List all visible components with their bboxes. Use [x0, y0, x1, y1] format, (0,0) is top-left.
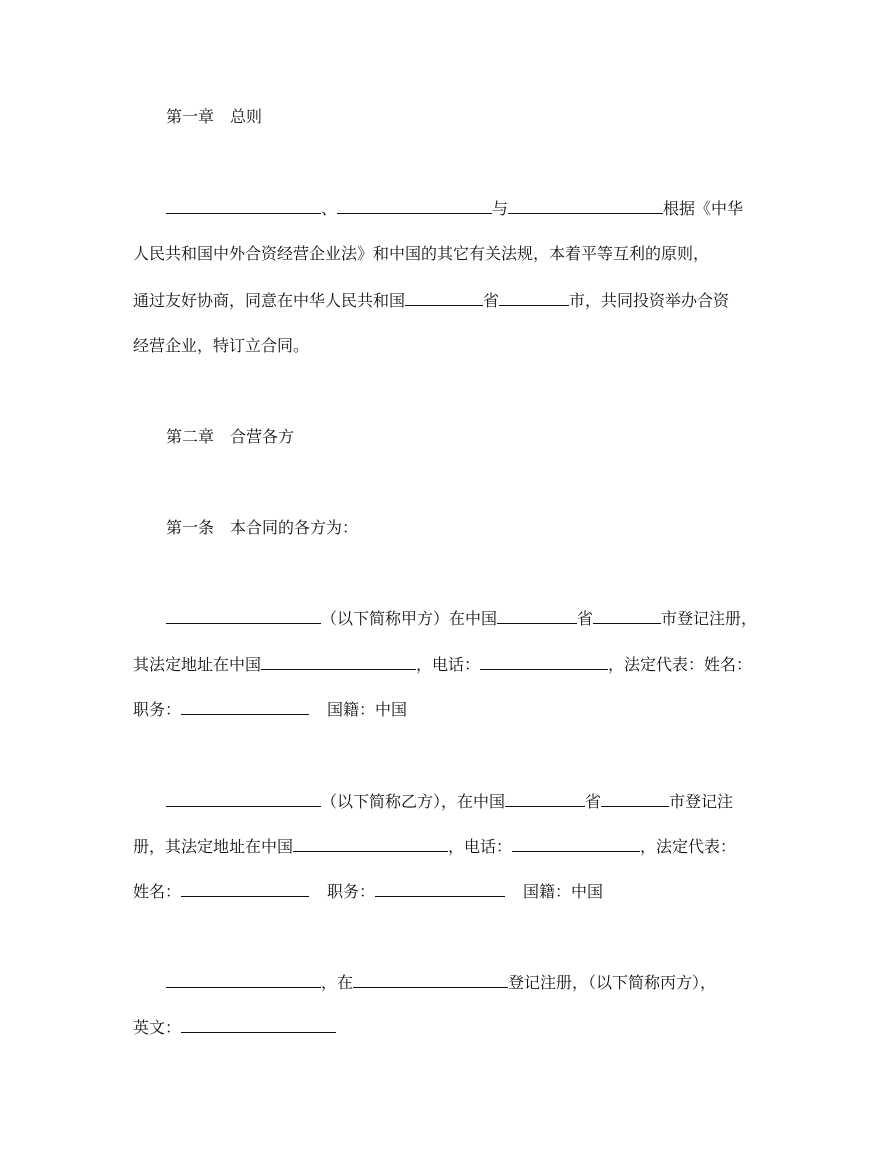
blank-field[interactable] — [166, 198, 321, 214]
party-b-line-2 — [133, 836, 736, 856]
preamble-text: 经营企业，特订立合同。 — [133, 336, 310, 355]
title-label: 职务： — [327, 882, 376, 901]
preamble-conjunction: 与 — [492, 199, 509, 218]
party-a-line-1 — [166, 608, 757, 628]
phone-label: ，电话： — [416, 655, 481, 674]
party-a-text: （以下简称甲方）在中国 — [321, 609, 498, 628]
chapter-2-title: 第二章 合营各方 — [166, 427, 295, 446]
title-blank[interactable] — [375, 881, 505, 897]
party-c-name-blank[interactable] — [166, 972, 321, 988]
phone-label: ，电话： — [448, 837, 513, 856]
province-blank[interactable] — [497, 608, 577, 624]
party-b-text: 册，其法定地址在中国 — [133, 837, 294, 856]
party-b-text: ，法定代表： — [640, 837, 737, 856]
party-c-line-1 — [166, 972, 716, 992]
party-c-text: ，在 — [321, 973, 354, 992]
english-name-blank[interactable] — [181, 1017, 336, 1033]
chapter-1-heading — [166, 107, 262, 127]
english-label: 英文： — [133, 1018, 182, 1037]
chapter-2-heading — [166, 427, 294, 447]
address-blank[interactable] — [293, 836, 448, 852]
party-a-text: 市登记注册， — [661, 609, 758, 628]
province-label: 省 — [585, 792, 602, 811]
party-a-line-3 — [133, 699, 407, 719]
party-a-line-2 — [133, 654, 752, 674]
preamble-line-4 — [133, 336, 309, 356]
province-blank[interactable] — [405, 290, 483, 306]
party-b-name-blank[interactable] — [166, 791, 321, 807]
address-blank[interactable] — [261, 654, 416, 670]
preamble-line-2 — [133, 244, 709, 264]
registration-place-blank[interactable] — [353, 972, 508, 988]
party-c-line-2 — [133, 1017, 336, 1037]
province-blank[interactable] — [505, 791, 585, 807]
party-a-name-blank[interactable] — [166, 608, 321, 624]
blank-field[interactable] — [508, 198, 663, 214]
party-b-text: （以下简称乙方），在中国 — [321, 792, 506, 811]
phone-blank[interactable] — [480, 654, 608, 670]
party-b-line-3 — [133, 881, 603, 901]
party-a-text: 其法定地址在中国 — [133, 655, 262, 674]
province-label: 省 — [483, 291, 500, 310]
province-label: 省 — [577, 609, 594, 628]
preamble-text: 人民共和国中外合资经营企业法》和中国的其它有关法规，本着平等互利的原则， — [133, 244, 710, 263]
title-blank[interactable] — [181, 699, 309, 715]
preamble-text: 市，共同投资举办合资 — [569, 291, 730, 310]
city-blank[interactable] — [601, 791, 669, 807]
nationality-text: 国籍：中国 — [523, 882, 604, 901]
preamble-text: 通过友好协商，同意在中华人民共和国 — [133, 291, 406, 310]
party-c-text: 登记注册，（以下简称丙方）， — [508, 973, 717, 992]
city-blank[interactable] — [593, 608, 661, 624]
city-blank[interactable] — [499, 290, 569, 306]
preamble-separator: 、 — [321, 199, 338, 218]
preamble-line-3 — [133, 290, 729, 310]
chapter-1-title: 第一章 总则 — [166, 107, 263, 126]
nationality-text: 国籍：中国 — [327, 700, 408, 719]
article-1-heading — [166, 518, 358, 538]
article-1-title: 第一条 本合同的各方为： — [166, 518, 359, 537]
preamble-text: 根据《中华 — [663, 199, 744, 218]
party-a-text: ，法定代表：姓名： — [608, 655, 753, 674]
party-b-text: 市登记注 — [669, 792, 734, 811]
blank-field[interactable] — [337, 198, 492, 214]
preamble-line-1 — [166, 198, 743, 218]
name-label: 姓名： — [133, 882, 182, 901]
title-label: 职务： — [133, 700, 182, 719]
phone-blank[interactable] — [512, 836, 640, 852]
name-blank[interactable] — [181, 881, 309, 897]
party-b-line-1 — [166, 791, 733, 811]
